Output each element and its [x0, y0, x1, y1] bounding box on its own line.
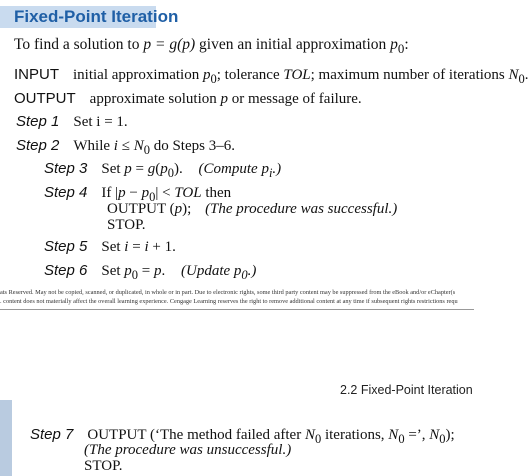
step-2-label: Step 2: [16, 137, 60, 154]
step-4-t2: | <: [155, 185, 175, 201]
step-7-label: Step 7: [30, 426, 74, 443]
margin-bar: [0, 400, 12, 476]
step-3-label: Step 3: [44, 160, 88, 177]
page-divider: [0, 309, 474, 310]
step-5: [44, 238, 176, 256]
step-3-arg-close: ).: [174, 161, 183, 177]
step-5-i: i: [124, 239, 129, 255]
step-7-n2-sub: 0: [398, 432, 405, 446]
input-n: N: [508, 67, 519, 83]
step-7-n2: N: [388, 427, 399, 443]
step-4-t3: then: [201, 185, 232, 201]
input-t1: initial approximation: [73, 67, 203, 83]
step-3-comment-sub: i: [268, 166, 273, 180]
input-line: [14, 66, 529, 87]
output-key: OUTPUT: [14, 90, 76, 107]
step-7-text: [87, 427, 455, 446]
step-2-i: i: [113, 138, 118, 154]
step-2-le: ≤: [117, 138, 134, 154]
step-3: [44, 160, 281, 181]
intro-prefix: To find a solution to: [14, 36, 144, 53]
copyright-line-2: . content does not materially affect the overall learning experience. Cengage Learning reserves the right to remove additional content at any time if subsequent rights restrictions requ: [0, 298, 458, 305]
input-tol: TOL: [283, 67, 311, 83]
step-6-comment-close: .): [247, 263, 257, 279]
step-4-line2-a: OUTPUT (: [107, 201, 175, 217]
intro-sub: 0: [397, 41, 405, 57]
intro-var: p: [390, 36, 398, 53]
step-6-comment-sub: 0: [241, 268, 248, 282]
step-3-p: p: [124, 161, 132, 177]
step-1-text: Set i = 1.: [73, 114, 128, 130]
intro-middle: given an initial approximation: [195, 36, 391, 53]
input-key: INPUT: [14, 66, 59, 83]
step-3-text: [101, 161, 282, 180]
step-4-tol: TOL: [174, 185, 202, 201]
step-3-g: g: [147, 161, 156, 177]
intro-expr: p = g(p): [143, 36, 196, 53]
step-5-eq: =: [128, 239, 145, 255]
step-2-text: [73, 138, 235, 157]
input-t4: .: [524, 67, 529, 83]
input-n-sub: 0: [518, 72, 525, 86]
step-5-label: Step 5: [44, 238, 88, 255]
copyright-line-1: ats Reserved. May not be copied, scanned, or duplicated, in whole or in part. Due to electronic rights, some third party content may be suppressed from the eBook and/or eChapter(s: [0, 289, 456, 296]
step-3-arg-sub: 0: [167, 166, 175, 180]
intro-suffix: :: [404, 36, 409, 53]
step-1: [16, 113, 128, 131]
input-value: [73, 67, 529, 86]
step-2: [16, 137, 235, 158]
step-4-line-2: [107, 201, 397, 218]
step-7-t3: =’,: [404, 427, 430, 443]
step-3-comment-open: (Compute: [198, 161, 262, 177]
step-7-t4: );: [445, 427, 455, 443]
step-6-t1: Set: [101, 263, 125, 279]
step-4-t1: If |: [101, 185, 119, 201]
step-7-line-2: [84, 442, 291, 459]
step-6: [44, 262, 256, 283]
step-2-n: N: [133, 138, 144, 154]
step-4-line2-p: p: [174, 201, 183, 217]
intro-text: [14, 36, 409, 57]
step-5-i2: i: [144, 239, 149, 255]
page-header: 2.2 Fixed-Point Iteration: [340, 383, 473, 397]
step-3-arg-p: p: [160, 161, 168, 177]
step-4-label: Step 4: [44, 184, 88, 201]
step-4-p: p: [118, 185, 126, 201]
input-p: p: [202, 67, 211, 83]
step-7-t2: iterations,: [321, 427, 389, 443]
output-line: [14, 90, 362, 108]
step-6-eq: =: [138, 263, 155, 279]
step-4-minus: −: [125, 185, 142, 201]
step-7-t1: OUTPUT (‘The method failed after: [87, 427, 305, 443]
input-t3: ; maximum number of iterations: [310, 67, 509, 83]
step-3-eq: =: [131, 161, 148, 177]
step-4-p0-sub: 0: [149, 190, 156, 204]
output-value: [90, 91, 362, 107]
step-6-p: p: [154, 263, 162, 279]
step-1-label: Step 1: [16, 113, 60, 130]
step-4-line2-comment: (The procedure was successful.): [205, 201, 398, 217]
step-5-t1: Set: [101, 239, 125, 255]
step-2-t1: While: [73, 138, 114, 154]
step-7-n3: N: [429, 427, 440, 443]
output-t1: approximate solution: [89, 91, 221, 107]
step-6-comment-open: (Update: [181, 263, 234, 279]
step-6-comment-p: p: [233, 263, 242, 279]
step-4-line2-b: );: [182, 201, 192, 217]
input-p-sub: 0: [210, 72, 217, 86]
step-5-text: [101, 239, 175, 255]
output-p: p: [220, 91, 228, 107]
step-6-text: [101, 263, 257, 282]
output-t2: or message of failure.: [227, 91, 362, 107]
step-7-n-sub: 0: [314, 432, 322, 446]
step-7-n3-sub: 0: [439, 432, 446, 446]
algorithm-title: Fixed-Point Iteration: [14, 7, 179, 26]
input-t2: ; tolerance: [216, 67, 284, 83]
step-4-line-3: STOP.: [107, 217, 146, 233]
step-7-n: N: [304, 427, 315, 443]
step-2-n-sub: 0: [143, 143, 150, 157]
step-3-t1: Set: [101, 161, 125, 177]
step-4-text: [101, 185, 232, 204]
step-3-comment: [198, 161, 282, 180]
step-6-comment: [181, 263, 257, 282]
step-3-comment-p: p: [261, 161, 269, 177]
step-3-comment-close: .): [272, 161, 282, 177]
step-6-t2: .: [161, 263, 166, 279]
step-6-p0: p: [124, 263, 132, 279]
step-5-t2: + 1.: [148, 239, 176, 255]
step-7-line-3: STOP.: [84, 458, 123, 474]
step-3-arg-open: (: [155, 161, 161, 177]
step-6-label: Step 6: [44, 262, 88, 279]
step-4-p0: p: [141, 185, 150, 201]
step-6-p0-sub: 0: [131, 268, 139, 282]
step-2-t2: do Steps 3–6.: [149, 138, 235, 154]
step-7-line2-text: (The procedure was unsuccessful.): [84, 442, 292, 458]
